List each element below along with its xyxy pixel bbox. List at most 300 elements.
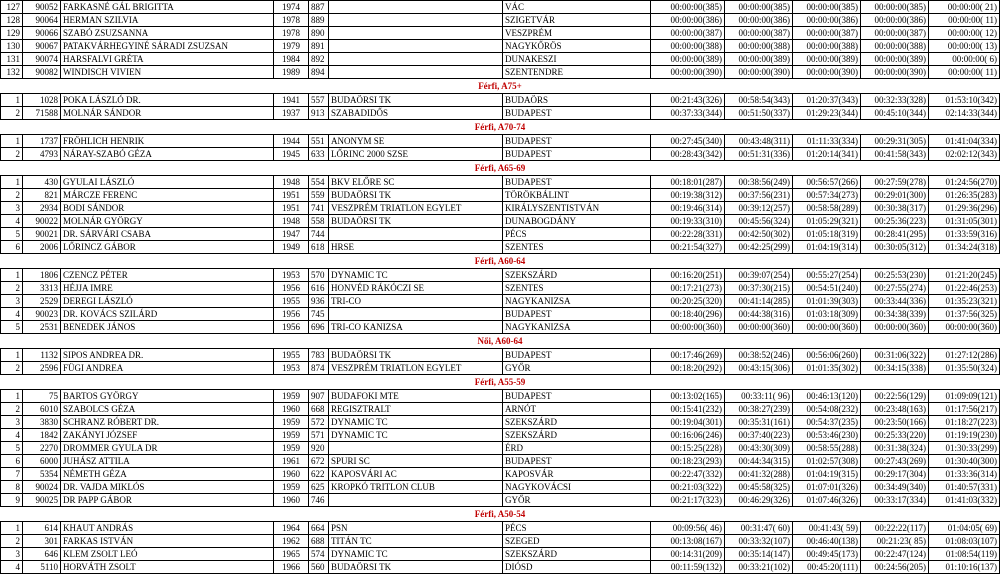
- bib-cell: 90074: [23, 53, 61, 66]
- place-cell: 2: [1, 403, 23, 416]
- swim-bike-time-cell: 00:54:08(232): [793, 403, 861, 416]
- run-time-cell: 00:27:43(269): [861, 455, 929, 468]
- city-cell: BUDAPEST: [503, 349, 651, 362]
- start-no-cell: 889: [309, 14, 329, 27]
- birth-year-cell: 1956: [274, 321, 309, 334]
- club-cell: [329, 66, 503, 79]
- run-time-cell: 00:33:17(334): [861, 494, 929, 507]
- start-no-cell: 574: [309, 548, 329, 561]
- city-cell: ÉRD: [503, 442, 651, 455]
- swim-bike-time-cell: 00:00:00(385): [793, 1, 861, 14]
- city-cell: SZEKSZÁRD: [503, 416, 651, 429]
- birth-year-cell: 1984: [274, 53, 309, 66]
- total-time-cell: 01:41:04(334): [929, 135, 1000, 148]
- place-cell: 4: [1, 561, 23, 574]
- bib-cell: 614: [23, 522, 61, 535]
- place-cell: 7: [1, 468, 23, 481]
- place-cell: 3: [1, 548, 23, 561]
- place-cell: 1: [1, 522, 23, 535]
- bib-cell: 3830: [23, 416, 61, 429]
- swim-bike-time-cell: 00:56:57(266): [793, 176, 861, 189]
- name-cell: WINDISCH VIVIEN: [61, 66, 274, 79]
- place-cell: 2: [1, 282, 23, 295]
- place-cell: 130: [1, 40, 23, 53]
- city-cell: GYŐR: [503, 362, 651, 375]
- birth-year-cell: 1947: [274, 228, 309, 241]
- club-cell: [329, 1, 503, 14]
- bib-cell: 90024: [23, 481, 61, 494]
- bike-time-cell: 00:38:56(249): [725, 176, 793, 189]
- category-header: [1, 120, 1000, 135]
- club-cell: [329, 228, 503, 241]
- city-cell: VESZPRÉM: [503, 27, 651, 40]
- table-row: [1, 148, 1000, 161]
- total-time-cell: 01:08:54(119): [929, 548, 1000, 561]
- swim-bike-time-cell: 00:46:40(138): [793, 535, 861, 548]
- city-cell: BUDAPEST: [503, 107, 651, 120]
- total-time-cell: 02:14:33(344): [929, 107, 1000, 120]
- city-cell: SZENTES: [503, 241, 651, 254]
- city-cell: SZEKSZÁRD: [503, 548, 651, 561]
- birth-year-cell: 1955: [274, 295, 309, 308]
- bike-time-cell: 00:38:52(246): [725, 349, 793, 362]
- start-no-cell: 560: [309, 561, 329, 574]
- birth-year-cell: 1962: [274, 535, 309, 548]
- bib-cell: 90022: [23, 215, 61, 228]
- start-no-cell: 891: [309, 40, 329, 53]
- swim-bike-time-cell: 01:02:57(308): [793, 455, 861, 468]
- total-time-cell: 00:00:00( 6): [929, 53, 1000, 66]
- run-time-cell: 00:00:00(360): [861, 321, 929, 334]
- bib-cell: 90067: [23, 40, 61, 53]
- name-cell: FRÖHLICH HENRIK: [61, 135, 274, 148]
- total-time-cell: 00:00:00( 21): [929, 1, 1000, 14]
- bib-cell: 5110: [23, 561, 61, 574]
- total-time-cell: 01:53:10(342): [929, 94, 1000, 107]
- club-cell: [329, 308, 503, 321]
- city-cell: PÉCS: [503, 228, 651, 241]
- swim-time-cell: 00:19:46(314): [651, 202, 725, 215]
- place-cell: 131: [1, 53, 23, 66]
- swim-bike-time-cell: 00:00:00(387): [793, 27, 861, 40]
- start-no-cell: 744: [309, 228, 329, 241]
- city-cell: BUDAPEST: [503, 148, 651, 161]
- start-no-cell: 625: [309, 481, 329, 494]
- club-cell: LŐRINC 2000 SZSE: [329, 148, 503, 161]
- run-time-cell: 00:00:00(386): [861, 14, 929, 27]
- city-cell: DUNAKESZI: [503, 53, 651, 66]
- run-time-cell: 00:22:56(129): [861, 390, 929, 403]
- swim-time-cell: 00:21:54(327): [651, 241, 725, 254]
- table-row: [1, 390, 1000, 403]
- name-cell: CZENCZ PÉTER: [61, 269, 274, 282]
- swim-bike-time-cell: 01:03:18(309): [793, 308, 861, 321]
- swim-bike-time-cell: 00:00:00(390): [793, 66, 861, 79]
- place-cell: 5: [1, 228, 23, 241]
- swim-time-cell: 00:18:40(296): [651, 308, 725, 321]
- category-title: Női, A60-64: [477, 336, 523, 346]
- swim-bike-time-cell: 00:55:27(254): [793, 269, 861, 282]
- run-time-cell: 00:25:33(220): [861, 429, 929, 442]
- place-cell: 6: [1, 455, 23, 468]
- name-cell: DEREGI LÁSZLÓ: [61, 295, 274, 308]
- bib-cell: 2531: [23, 321, 61, 334]
- run-time-cell: 00:24:56(205): [861, 561, 929, 574]
- start-no-cell: 618: [309, 241, 329, 254]
- place-cell: 5: [1, 321, 23, 334]
- table-row: [1, 468, 1000, 481]
- city-cell: ARNÓT: [503, 403, 651, 416]
- start-no-cell: 745: [309, 308, 329, 321]
- bib-cell: 646: [23, 548, 61, 561]
- swim-time-cell: 00:22:28(331): [651, 228, 725, 241]
- city-cell: GYŐR: [503, 494, 651, 507]
- swim-time-cell: 00:16:06(246): [651, 429, 725, 442]
- club-cell: BUDAÖRSI TK: [329, 561, 503, 574]
- city-cell: BUDAPEST: [503, 135, 651, 148]
- bike-time-cell: 00:43:15(306): [725, 362, 793, 375]
- name-cell: FARKAS ISTVÁN: [61, 535, 274, 548]
- city-cell: BUDAPEST: [503, 308, 651, 321]
- table-row: [1, 241, 1000, 254]
- bib-cell: 90025: [23, 494, 61, 507]
- club-cell: [329, 442, 503, 455]
- bib-cell: 821: [23, 189, 61, 202]
- bike-time-cell: 00:31:47( 60): [725, 522, 793, 535]
- bike-time-cell: 00:45:58(325): [725, 481, 793, 494]
- run-time-cell: 00:34:15(338): [861, 362, 929, 375]
- bike-time-cell: 00:38:27(239): [725, 403, 793, 416]
- swim-bike-time-cell: 00:54:51(240): [793, 282, 861, 295]
- place-cell: 4: [1, 215, 23, 228]
- run-time-cell: 00:32:33(328): [861, 94, 929, 107]
- table-row: [1, 548, 1000, 561]
- total-time-cell: 01:08:03(107): [929, 535, 1000, 548]
- bike-time-cell: 00:44:38(316): [725, 308, 793, 321]
- club-cell: BKV ELŐRE SC: [329, 176, 503, 189]
- category-title: Férfi, A50-54: [474, 509, 526, 519]
- city-cell: BUDAPEST: [503, 390, 651, 403]
- swim-time-cell: 00:19:38(312): [651, 189, 725, 202]
- swim-time-cell: 00:20:25(320): [651, 295, 725, 308]
- swim-time-cell: 00:18:23(293): [651, 455, 725, 468]
- birth-year-cell: 1961: [274, 455, 309, 468]
- category-title: Férfi, A55-59: [474, 377, 526, 387]
- bike-time-cell: 00:00:00(387): [725, 27, 793, 40]
- total-time-cell: 01:21:20(245): [929, 269, 1000, 282]
- place-cell: 1: [1, 390, 23, 403]
- bib-cell: 75: [23, 390, 61, 403]
- swim-time-cell: 00:00:00(390): [651, 66, 725, 79]
- bike-time-cell: 00:39:12(257): [725, 202, 793, 215]
- birth-year-cell: 1966: [274, 561, 309, 574]
- start-no-cell: 920: [309, 442, 329, 455]
- place-cell: 4: [1, 308, 23, 321]
- start-no-cell: 571: [309, 429, 329, 442]
- table-row: [1, 27, 1000, 40]
- run-time-cell: 00:27:55(274): [861, 282, 929, 295]
- place-cell: 132: [1, 66, 23, 79]
- name-cell: HORVÁTH ZSOLT: [61, 561, 274, 574]
- start-no-cell: 783: [309, 349, 329, 362]
- club-cell: [329, 27, 503, 40]
- place-cell: 4: [1, 429, 23, 442]
- start-no-cell: 688: [309, 535, 329, 548]
- name-cell: DR PAPP GÁBOR: [61, 494, 274, 507]
- name-cell: DR. KOVÁCS SZILÁRD: [61, 308, 274, 321]
- total-time-cell: 01:34:24(318): [929, 241, 1000, 254]
- bike-time-cell: 00:00:00(390): [725, 66, 793, 79]
- club-cell: DYNAMIC TC: [329, 429, 503, 442]
- bike-time-cell: 00:37:40(223): [725, 429, 793, 442]
- place-cell: 128: [1, 14, 23, 27]
- city-cell: SZIGETVÁR: [503, 14, 651, 27]
- name-cell: DR. VAJDA MIKLÓS: [61, 481, 274, 494]
- run-time-cell: 00:25:53(230): [861, 269, 929, 282]
- city-cell: SZEGED: [503, 535, 651, 548]
- bike-time-cell: 00:42:50(302): [725, 228, 793, 241]
- bib-cell: 2006: [23, 241, 61, 254]
- birth-year-cell: 1959: [274, 429, 309, 442]
- table-row: [1, 362, 1000, 375]
- total-time-cell: 01:35:23(321): [929, 295, 1000, 308]
- city-cell: KAPOSVÁR: [503, 468, 651, 481]
- swim-bike-time-cell: 01:04:19(314): [793, 241, 861, 254]
- place-cell: 2: [1, 535, 23, 548]
- start-no-cell: 559: [309, 189, 329, 202]
- swim-time-cell: 00:14:31(209): [651, 548, 725, 561]
- name-cell: HÉJJA IMRE: [61, 282, 274, 295]
- swim-time-cell: 00:00:00(388): [651, 40, 725, 53]
- start-no-cell: 907: [309, 390, 329, 403]
- total-time-cell: 02:02:12(343): [929, 148, 1000, 161]
- run-time-cell: 00:31:38(324): [861, 442, 929, 455]
- table-row: [1, 429, 1000, 442]
- total-time-cell: 01:41:03(332): [929, 494, 1000, 507]
- run-time-cell: 00:31:06(322): [861, 349, 929, 362]
- table-row: [1, 455, 1000, 468]
- swim-bike-time-cell: 01:05:29(321): [793, 215, 861, 228]
- name-cell: DR. SÁRVÁRI CSABA: [61, 228, 274, 241]
- club-cell: BUDAFOKI MTE: [329, 390, 503, 403]
- place-cell: 3: [1, 416, 23, 429]
- name-cell: SIPOS ANDREA DR.: [61, 349, 274, 362]
- city-cell: BUDAPEST: [503, 176, 651, 189]
- name-cell: SZABÓ ZSUZSANNA: [61, 27, 274, 40]
- bike-time-cell: 00:41:32(288): [725, 468, 793, 481]
- swim-bike-time-cell: 00:41:43( 59): [793, 522, 861, 535]
- club-cell: KROPKÓ TRITLON CLUB: [329, 481, 503, 494]
- total-time-cell: 01:30:33(299): [929, 442, 1000, 455]
- swim-time-cell: 00:27:45(340): [651, 135, 725, 148]
- bib-cell: 4793: [23, 148, 61, 161]
- bike-time-cell: 00:37:56(231): [725, 189, 793, 202]
- city-cell: SZENTES: [503, 282, 651, 295]
- city-cell: KIRÁLYSZENTISTVÁN: [503, 202, 651, 215]
- category-header: [1, 507, 1000, 522]
- birth-year-cell: 1948: [274, 176, 309, 189]
- name-cell: LŐRINCZ GÁBOR: [61, 241, 274, 254]
- total-time-cell: 01:35:50(324): [929, 362, 1000, 375]
- swim-bike-time-cell: 01:11:33(334): [793, 135, 861, 148]
- place-cell: 3: [1, 202, 23, 215]
- table-row: [1, 53, 1000, 66]
- table-row: [1, 202, 1000, 215]
- start-no-cell: 551: [309, 135, 329, 148]
- total-time-cell: 01:27:12(286): [929, 349, 1000, 362]
- run-time-cell: 00:00:00(389): [861, 53, 929, 66]
- total-time-cell: 00:00:00( 11): [929, 14, 1000, 27]
- swim-time-cell: 00:18:01(287): [651, 176, 725, 189]
- start-no-cell: 892: [309, 53, 329, 66]
- birth-year-cell: 1965: [274, 548, 309, 561]
- start-no-cell: 887: [309, 1, 329, 14]
- birth-year-cell: 1960: [274, 403, 309, 416]
- swim-time-cell: 00:13:02(165): [651, 390, 725, 403]
- start-no-cell: 558: [309, 215, 329, 228]
- run-time-cell: 00:30:05(312): [861, 241, 929, 254]
- swim-bike-time-cell: 00:00:00(386): [793, 14, 861, 27]
- table-row: [1, 176, 1000, 189]
- category-title: Férfi, A60-64: [474, 256, 526, 266]
- club-cell: DYNAMIC TC: [329, 269, 503, 282]
- swim-bike-time-cell: 01:20:14(341): [793, 148, 861, 161]
- place-cell: 2: [1, 362, 23, 375]
- city-cell: VÁC: [503, 1, 651, 14]
- table-row: [1, 14, 1000, 27]
- table-row: [1, 189, 1000, 202]
- swim-bike-time-cell: 01:01:35(302): [793, 362, 861, 375]
- club-cell: [329, 40, 503, 53]
- bib-cell: 1737: [23, 135, 61, 148]
- table-row: [1, 403, 1000, 416]
- start-no-cell: 913: [309, 107, 329, 120]
- run-time-cell: 00:34:49(340): [861, 481, 929, 494]
- birth-year-cell: 1945: [274, 148, 309, 161]
- place-cell: 1: [1, 269, 23, 282]
- total-time-cell: 01:33:36(314): [929, 468, 1000, 481]
- birth-year-cell: 1989: [274, 66, 309, 79]
- total-time-cell: 01:26:35(283): [929, 189, 1000, 202]
- start-no-cell: 616: [309, 282, 329, 295]
- name-cell: HARSFALVI GRÉTA: [61, 53, 274, 66]
- swim-bike-time-cell: 01:29:23(344): [793, 107, 861, 120]
- name-cell: MOLNÁR GYÖRGY: [61, 215, 274, 228]
- bike-time-cell: 00:41:14(285): [725, 295, 793, 308]
- club-cell: DYNAMIC TC: [329, 548, 503, 561]
- swim-bike-time-cell: 00:46:13(120): [793, 390, 861, 403]
- bib-cell: 301: [23, 535, 61, 548]
- swim-time-cell: 00:00:00(386): [651, 14, 725, 27]
- table-row: [1, 442, 1000, 455]
- club-cell: DYNAMIC TC: [329, 416, 503, 429]
- bike-time-cell: 00:35:14(147): [725, 548, 793, 561]
- club-cell: VESZPRÉM TRIATLON EGYLET: [329, 202, 503, 215]
- birth-year-cell: 1937: [274, 107, 309, 120]
- run-time-cell: 00:00:00(390): [861, 66, 929, 79]
- city-cell: TÖRÖKBÁLINT: [503, 189, 651, 202]
- total-time-cell: 01:37:56(325): [929, 308, 1000, 321]
- bib-cell: 6010: [23, 403, 61, 416]
- total-time-cell: 01:09:09(121): [929, 390, 1000, 403]
- place-cell: 2: [1, 189, 23, 202]
- table-row: [1, 522, 1000, 535]
- bib-cell: 1028: [23, 94, 61, 107]
- swim-bike-time-cell: 00:53:46(230): [793, 429, 861, 442]
- birth-year-cell: 1979: [274, 40, 309, 53]
- club-cell: [329, 53, 503, 66]
- swim-bike-time-cell: 00:54:37(235): [793, 416, 861, 429]
- name-cell: NÁRAY-SZABÓ GÉZA: [61, 148, 274, 161]
- run-time-cell: 00:23:50(166): [861, 416, 929, 429]
- club-cell: [329, 14, 503, 27]
- club-cell: REGISZTRALT: [329, 403, 503, 416]
- bib-cell: 5354: [23, 468, 61, 481]
- table-row: [1, 215, 1000, 228]
- swim-time-cell: 00:22:47(332): [651, 468, 725, 481]
- swim-time-cell: 00:21:43(326): [651, 94, 725, 107]
- bib-cell: 1842: [23, 429, 61, 442]
- birth-year-cell: 1944: [274, 135, 309, 148]
- birth-year-cell: 1953: [274, 362, 309, 375]
- club-cell: TITÁN TC: [329, 535, 503, 548]
- table-row: [1, 535, 1000, 548]
- name-cell: GYULAI LÁSZLÓ: [61, 176, 274, 189]
- run-time-cell: 00:30:38(317): [861, 202, 929, 215]
- bike-time-cell: 00:39:07(254): [725, 269, 793, 282]
- bike-time-cell: 00:00:00(360): [725, 321, 793, 334]
- club-cell: KAPOSVÁRI AC: [329, 468, 503, 481]
- run-time-cell: 00:00:00(385): [861, 1, 929, 14]
- swim-time-cell: 00:21:03(322): [651, 481, 725, 494]
- start-no-cell: 936: [309, 295, 329, 308]
- table-row: [1, 135, 1000, 148]
- swim-time-cell: 00:15:41(232): [651, 403, 725, 416]
- name-cell: FÜGI ANDREA: [61, 362, 274, 375]
- bib-cell: 90064: [23, 14, 61, 27]
- table-row: [1, 349, 1000, 362]
- name-cell: MOLNÁR SÁNDOR: [61, 107, 274, 120]
- birth-year-cell: 1960: [274, 494, 309, 507]
- club-cell: SPURI SC: [329, 455, 503, 468]
- swim-time-cell: 00:13:08(167): [651, 535, 725, 548]
- run-time-cell: 00:25:36(223): [861, 215, 929, 228]
- start-no-cell: 672: [309, 455, 329, 468]
- total-time-cell: 01:10:16(137): [929, 561, 1000, 574]
- total-time-cell: 01:18:27(223): [929, 416, 1000, 429]
- name-cell: POKA LÁSZLÓ DR.: [61, 94, 274, 107]
- results-body: [1, 1, 1000, 574]
- club-cell: PSN: [329, 522, 503, 535]
- total-time-cell: 01:19:19(230): [929, 429, 1000, 442]
- swim-time-cell: 00:19:04(301): [651, 416, 725, 429]
- bib-cell: 2934: [23, 202, 61, 215]
- table-row: [1, 295, 1000, 308]
- city-cell: BUDAÖRS: [503, 94, 651, 107]
- start-no-cell: 664: [309, 522, 329, 535]
- place-cell: 1: [1, 349, 23, 362]
- swim-time-cell: 00:21:17(323): [651, 494, 725, 507]
- swim-time-cell: 00:28:43(342): [651, 148, 725, 161]
- birth-year-cell: 1959: [274, 442, 309, 455]
- run-time-cell: 00:22:47(124): [861, 548, 929, 561]
- swim-bike-time-cell: 01:05:18(319): [793, 228, 861, 241]
- birth-year-cell: 1960: [274, 468, 309, 481]
- bike-time-cell: 00:37:30(215): [725, 282, 793, 295]
- swim-time-cell: 00:16:20(251): [651, 269, 725, 282]
- name-cell: BARTOS GYÖRGY: [61, 390, 274, 403]
- bib-cell: 2270: [23, 442, 61, 455]
